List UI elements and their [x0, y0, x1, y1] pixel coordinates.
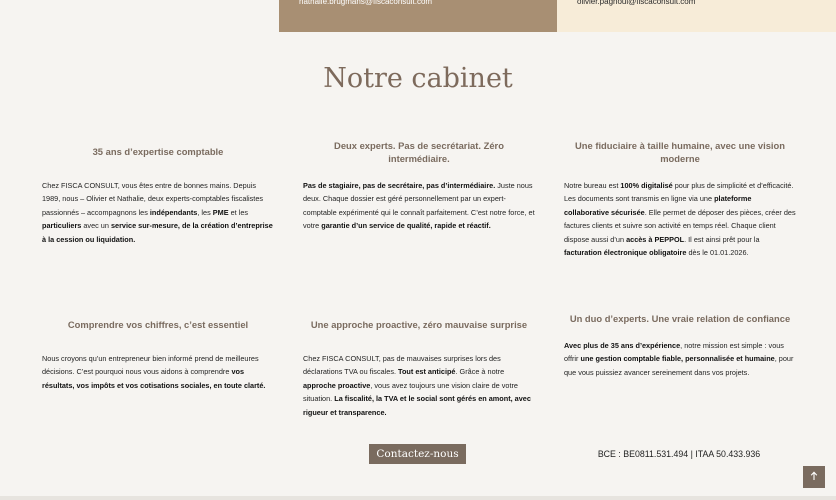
footer-divider [0, 496, 836, 500]
arrow-up-icon [809, 468, 819, 486]
card-title: Une fiduciaire à taille humaine, avec une vision moderne [575, 140, 785, 164]
card-title: Un duo d’experts. Une vraie relation de confiance [569, 313, 791, 324]
card-text: Chez FISCA CONSULT, vous êtes entre de bonnes mains. Depuis 1989, nous – Olivier et Nathalie, deux experts-comptables fiscalistes passionnés – accompagnons les indépendants, les PME et les particuliers avec un service sur-mesure, de la création d’entreprise à la cession ou liquidation. [42, 181, 273, 244]
card-title: Deux experts. Pas de secrétariat. Zéro intermédiaire. [334, 140, 504, 164]
card-title: Une approche proactive, zéro mauvaise surprise [310, 319, 528, 330]
card-proactive [303, 312, 535, 419]
card-text: Chez FISCA CONSULT, pas de mauvaises surprises lors des déclarations TVA ou fiscales. Tout est anticipé. Grâce à notre approche proactive, vous avez toujours une vision claire de votre situation. La fiscalité, la TVA et le social sont gérés en amont, avec rigueur et transparence. [303, 354, 531, 417]
top-contact-strip [0, 0, 836, 32]
card-expertise [42, 139, 274, 246]
email-olivier-link[interactable]: olivier.pagnoul@fiscaconsult.com [577, 0, 696, 6]
company-legal-info: BCE : BE0811.531.494 | ITAA 50.433.936 [597, 449, 761, 459]
card-modern-vision [564, 139, 796, 259]
card-text: Pas de stagiaire, pas de secrétaire, pas d’intermédiaire. Juste nous deux. Chaque dossier est géré personnellement par un expert-comptable expérimenté qui le connaît parfaitement. C’est notre force, et votre garantie d’un service de qualité, rapide et réactif. [303, 181, 535, 231]
card-text: Notre bureau est 100% digitalisé pour plus de simplicité et d’efficacité. Les documents sont transmis en ligne via une plateforme collaborative sécurisée. Elle permet de déposer des pièces, créer des factures clients et suivre son activité en temps réel. Chaque client dispose aussi d’un accès à PEPPOL. Il est ainsi prêt pour la facturation électronique obligatoire dès le 01.01.2026. [564, 181, 796, 258]
back-to-top-button[interactable] [803, 466, 825, 488]
card-title: Comprendre vos chiffres, c’est essentiel [67, 319, 249, 330]
strip-nathalie [279, 0, 557, 32]
strip-olivier [557, 0, 836, 32]
email-nathalie-link[interactable]: nathalie.brugmans@fiscaconsult.com [299, 0, 433, 6]
card-text: Nous croyons qu’un entrepreneur bien informé prend de meilleures décisions. C’est pourquoi nous vous aidons à comprendre vos résultats, vos impôts et vos cotisations sociales, en toute clarté. [42, 354, 266, 390]
card-two-experts [303, 139, 535, 233]
section-title: Notre cabinet [323, 63, 513, 94]
strip-left [0, 0, 279, 32]
card-understand-figures [42, 312, 274, 392]
card-duo-trust [564, 312, 796, 379]
contact-button[interactable]: Contactez-nous [369, 444, 466, 464]
card-title: 35 ans d’expertise comptable [92, 146, 224, 157]
card-text: Avec plus de 35 ans d’expérience, notre mission est simple : vous offrir une gestion comptable fiable, personnalisée et humaine, pour que vous puissiez avancer sereinement dans vos projets. [564, 341, 794, 377]
